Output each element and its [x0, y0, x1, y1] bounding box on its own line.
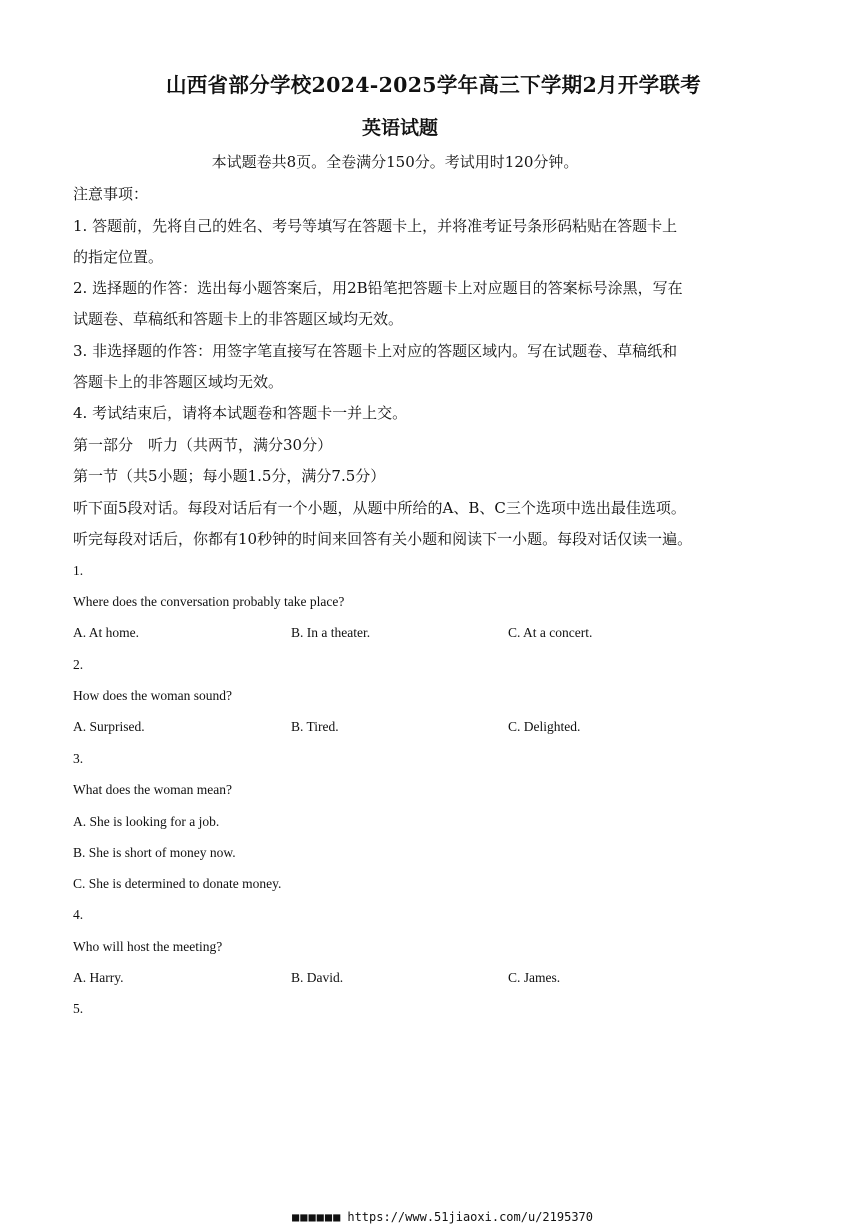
question-number: 3.	[73, 751, 84, 766]
note-2-line-2: 试题卷、草稿纸和答题卡上的非答题区域均无效。	[73, 310, 404, 328]
option-b: B. David.	[291, 970, 344, 985]
question-text: Who will host the meeting?	[73, 939, 223, 954]
option-b: B. In a theater.	[291, 625, 371, 640]
question-number: 1.	[73, 563, 84, 578]
question-number: 4.	[73, 907, 84, 922]
instructions-line-2: 听完每段对话后，你都有10秒钟的时间来回答有关小题和阅读下一小题。每段对话仅读一遍。	[73, 530, 693, 548]
part-heading: 第一部分 听力（共两节，满分30分）	[73, 436, 333, 454]
note-4: 4. 考试结束后，请将本试题卷和答题卡一并上交。	[73, 404, 408, 422]
question-number: 2.	[73, 657, 84, 672]
option-a: A. Surprised.	[73, 719, 145, 734]
note-1-line-1: 1. 答题前，先将自己的姓名、考号等填写在答题卡上，并将准考证号条形码粘贴在答题卡上	[73, 217, 678, 235]
footer-prefix: ■■■■■■	[292, 1210, 342, 1224]
option-c: C. James.	[508, 970, 561, 985]
option-a: A. At home.	[73, 625, 139, 640]
question-text: Where does the conversation probably take place?	[73, 594, 345, 609]
footer-watermark	[292, 1210, 593, 1224]
option-c: C. At a concert.	[508, 625, 593, 640]
instructions-line-1: 听下面5段对话。每段对话后有一个小题，从题中所给的A、B、C三个选项中选出最佳选项。	[73, 499, 686, 517]
section-heading: 第一节（共5小题；每小题1.5分，满分7.5分）	[73, 467, 386, 485]
question-text: What does the woman mean?	[73, 782, 232, 797]
footer-link[interactable]: https://www.51jiaoxi.com/u/2195370	[347, 1210, 593, 1224]
exam-title: 山西省部分学校2024-2025学年高三下学期2月开学联考	[165, 73, 702, 97]
note-2-line-1: 2. 选择题的作答：选出每小题答案后，用2B铅笔把答题卡上对应题目的答案标号涂黑，写在	[73, 279, 683, 297]
option-b: B. Tired.	[291, 719, 339, 734]
note-3-line-2: 答题卡上的非答题区域均无效。	[73, 373, 284, 391]
option-c: C. She is determined to donate money.	[73, 876, 282, 891]
question-number: 5.	[73, 1001, 84, 1016]
question-text: How does the woman sound?	[73, 688, 232, 703]
option-a: A. She is looking for a job.	[73, 814, 220, 829]
note-3-line-1: 3. 非选择题的作答：用签字笔直接写在答题卡上对应的答题区域内。写在试题卷、草稿纸和	[73, 342, 678, 360]
exam-info: 本试题卷共8页。全卷满分150分。考试用时120分钟。	[211, 153, 579, 171]
exam-subject: 英语试题	[361, 117, 438, 139]
note-1-line-2: 的指定位置。	[73, 248, 164, 266]
option-c: C. Delighted.	[508, 719, 581, 734]
option-b: B. She is short of money now.	[73, 845, 236, 860]
option-a: A. Harry.	[73, 970, 124, 985]
notes-heading: 注意事项：	[73, 185, 149, 203]
